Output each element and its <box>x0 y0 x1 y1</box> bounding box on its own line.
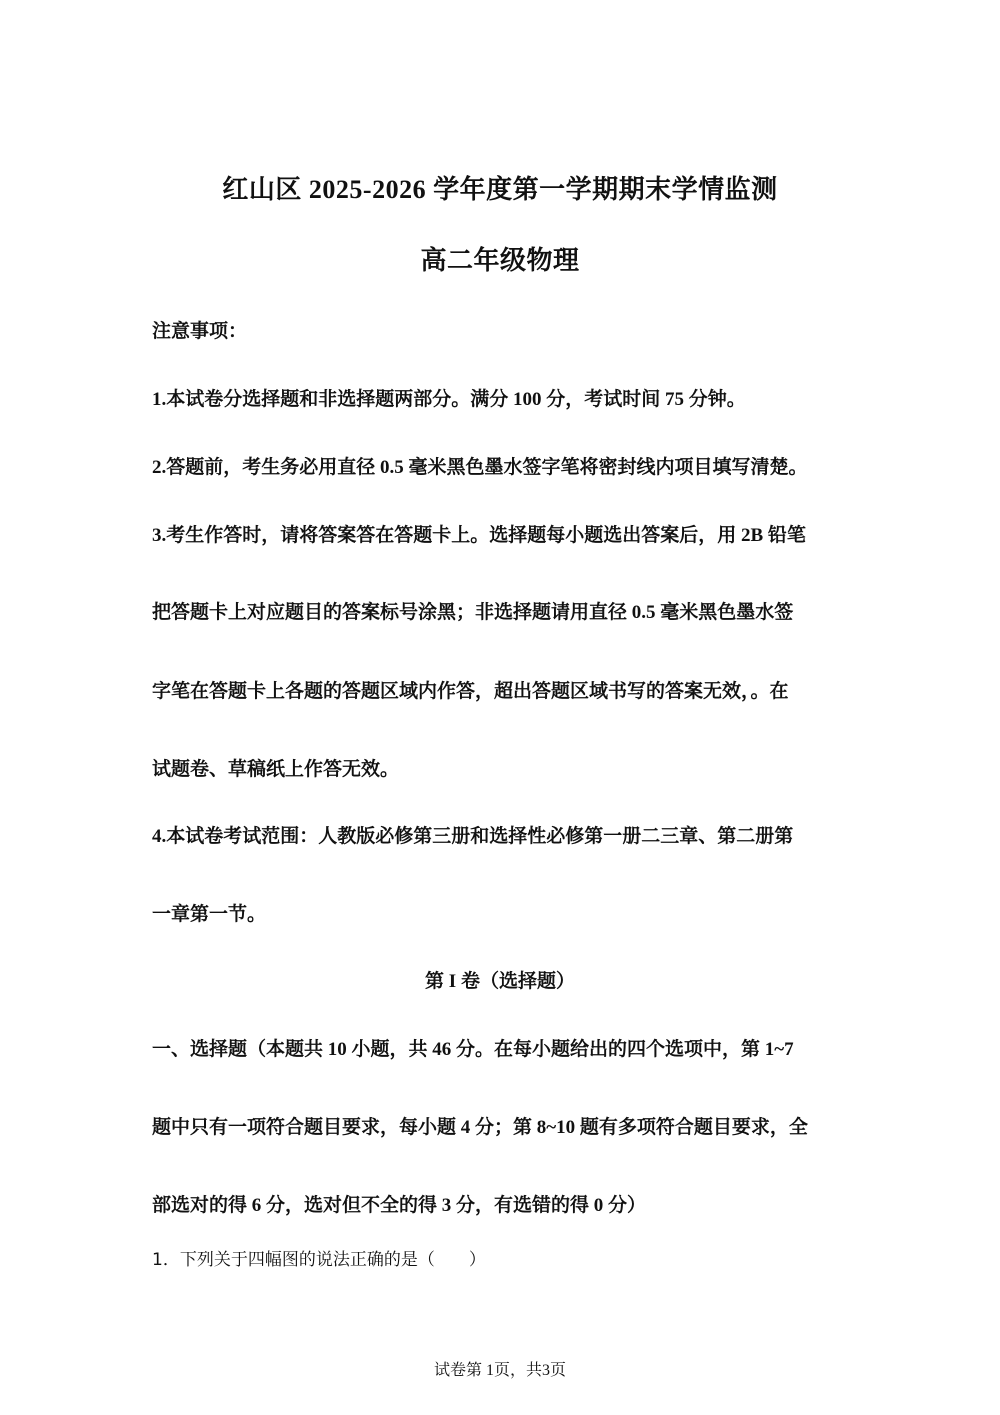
notice-line-6: 试题卷、草稿纸上作答无效。 <box>152 759 400 780</box>
notice-line-2: 2.答题前，考生务必用直径 0.5 毫米黑色墨水签字笔将密封线内项目填写清楚。 <box>152 457 808 478</box>
notice-line-3: 3.考生作答时，请将答案答在答题卡上。选择题每小题选出答案后，用 2B 铅笔 <box>152 525 806 546</box>
page-footer: 试卷第 1页，共3页 <box>433 1362 566 1379</box>
notice-line-1: 1.本试卷分选择题和非选择题两部分。满分 100 分，考试时间 75 分钟。 <box>152 389 746 410</box>
section-title: 第 I 卷（选择题） <box>425 971 575 992</box>
notice-line-8: 一章第一节。 <box>152 904 267 925</box>
notice-line-5: 字笔在答题卡上各题的答题区域内作答，超出答题区域书写的答案无效，。在 <box>152 681 789 702</box>
section-instruction-2: 题中只有一项符合题目要求，每小题 4 分；第 8~10 题有多项符合题目要求，全 <box>152 1117 808 1138</box>
notice-heading: 注意事项： <box>152 321 248 342</box>
exam-subtitle: 高二年级物理 <box>420 246 580 275</box>
notice-line-4: 把答题卡上对应题目的答案标号涂黑；非选择题请用直径 0.5 毫米黑色墨水签 <box>152 602 794 623</box>
section-instruction-3: 部选对的得 6 分，选对但不全的得 3 分，有选错的得 0 分） <box>152 1195 647 1216</box>
notice-line-7: 4.本试卷考试范围：人教版必修第三册和选择性必修第一册二三章、第二册第 <box>152 826 794 847</box>
exam-title: 红山区 2025-2026 学年度第一学期期末学情监测 <box>222 175 778 204</box>
section-instruction-1: 一、选择题（本题共 10 小题，共 46 分。在每小题给出的四个选项中，第 1~7 <box>152 1039 794 1060</box>
question-1: 1．下列关于四幅图的说法正确的是（ ） <box>152 1250 486 1270</box>
